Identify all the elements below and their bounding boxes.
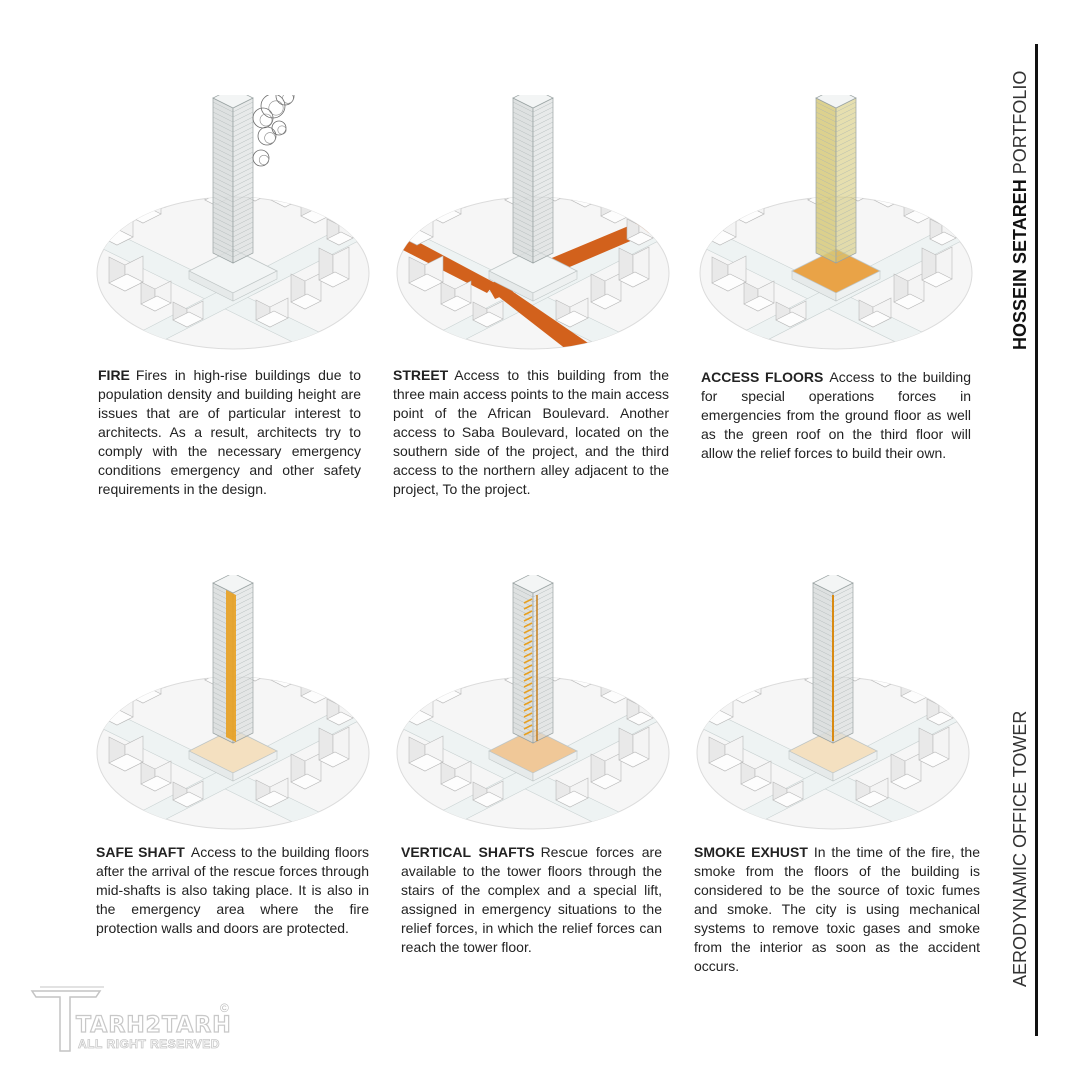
project-title [1010, 711, 1031, 987]
caption-heading: VERTICAL SHAFTS [401, 844, 535, 860]
diagram-access-floors [698, 95, 973, 355]
caption-text: Access to the building for special operations forces in emergencies from the ground floor as well as the green roof on the third floor will allow the relief forces to build their own. [701, 369, 971, 461]
caption-heading: FIRE [98, 367, 130, 383]
diagram-vertical-shafts [395, 575, 670, 825]
portfolio-title [1010, 71, 1031, 350]
isometric-city-diagram [395, 575, 670, 835]
portfolio-label: PORTFOLIO [1010, 70, 1030, 175]
author-name: HOSSEIN SETAREH [1010, 179, 1030, 350]
caption-fire [98, 366, 361, 499]
diagram-fire [95, 95, 370, 355]
isometric-city-diagram [695, 575, 970, 835]
project-name: AERODYNAMIC OFFICE TOWER [1010, 710, 1030, 987]
diagram-safe-shaft [95, 575, 370, 825]
caption-text: Access to this building from the three main access points to the main access point of the African Boulevard. Another access to Saba Boulevard, located on the southern side of the project, and the third access to the northern alley adjacent to the project, To the project. [393, 367, 669, 497]
caption-safe-shaft [96, 843, 369, 938]
caption-heading: SMOKE EXHUST [694, 844, 808, 860]
isometric-city-diagram [95, 575, 370, 835]
caption-vertical-shafts [401, 843, 662, 957]
caption-heading: STREET [393, 367, 449, 383]
isometric-city-diagram [698, 95, 973, 355]
watermark-sub: ALL RIGHT RESERVED [78, 1037, 220, 1051]
diagram-smoke-exhaust [695, 575, 970, 825]
isometric-city-diagram [395, 95, 670, 355]
sidebar-divider [1035, 44, 1038, 1036]
caption-text: Rescue forces are available to the tower floors through the stairs of the complex and a special lift, assigned in emergency situations to the relief forces, in which the relief forces can reach the tower floor. [401, 844, 663, 955]
caption-street [393, 366, 669, 499]
caption-text: In the time of the fire, the smoke from the floors of the building is considered to be the source of toxic fumes and smoke. The city is using mechanical systems to remove toxic gases and smoke from the interior as soon as the accident occurs. [694, 844, 980, 974]
caption-access-floors [701, 368, 971, 463]
watermark-logo [30, 985, 240, 1055]
caption-heading: SAFE SHAFT [96, 844, 185, 860]
caption-smoke-exhaust [694, 843, 980, 976]
caption-heading: ACCESS FLOORS [701, 369, 824, 385]
isometric-city-diagram [95, 95, 370, 355]
watermark-name: TARH2TARH [76, 1013, 232, 1038]
caption-text: Access to the building floors after the arrival of the rescue forces through mid-shafts is also taking place. It is also in the emergency area where the fire protection walls and doors are protected. [96, 844, 370, 936]
caption-text: Fires in high-rise buildings due to population density and building height are issues that are of particular interest to architects. As a result, architects try to comply with the necessary emergency conditions emergency and other safety requirements in the design. [98, 367, 361, 497]
diagram-street [395, 95, 670, 355]
copyright-icon: © [220, 1001, 229, 1015]
